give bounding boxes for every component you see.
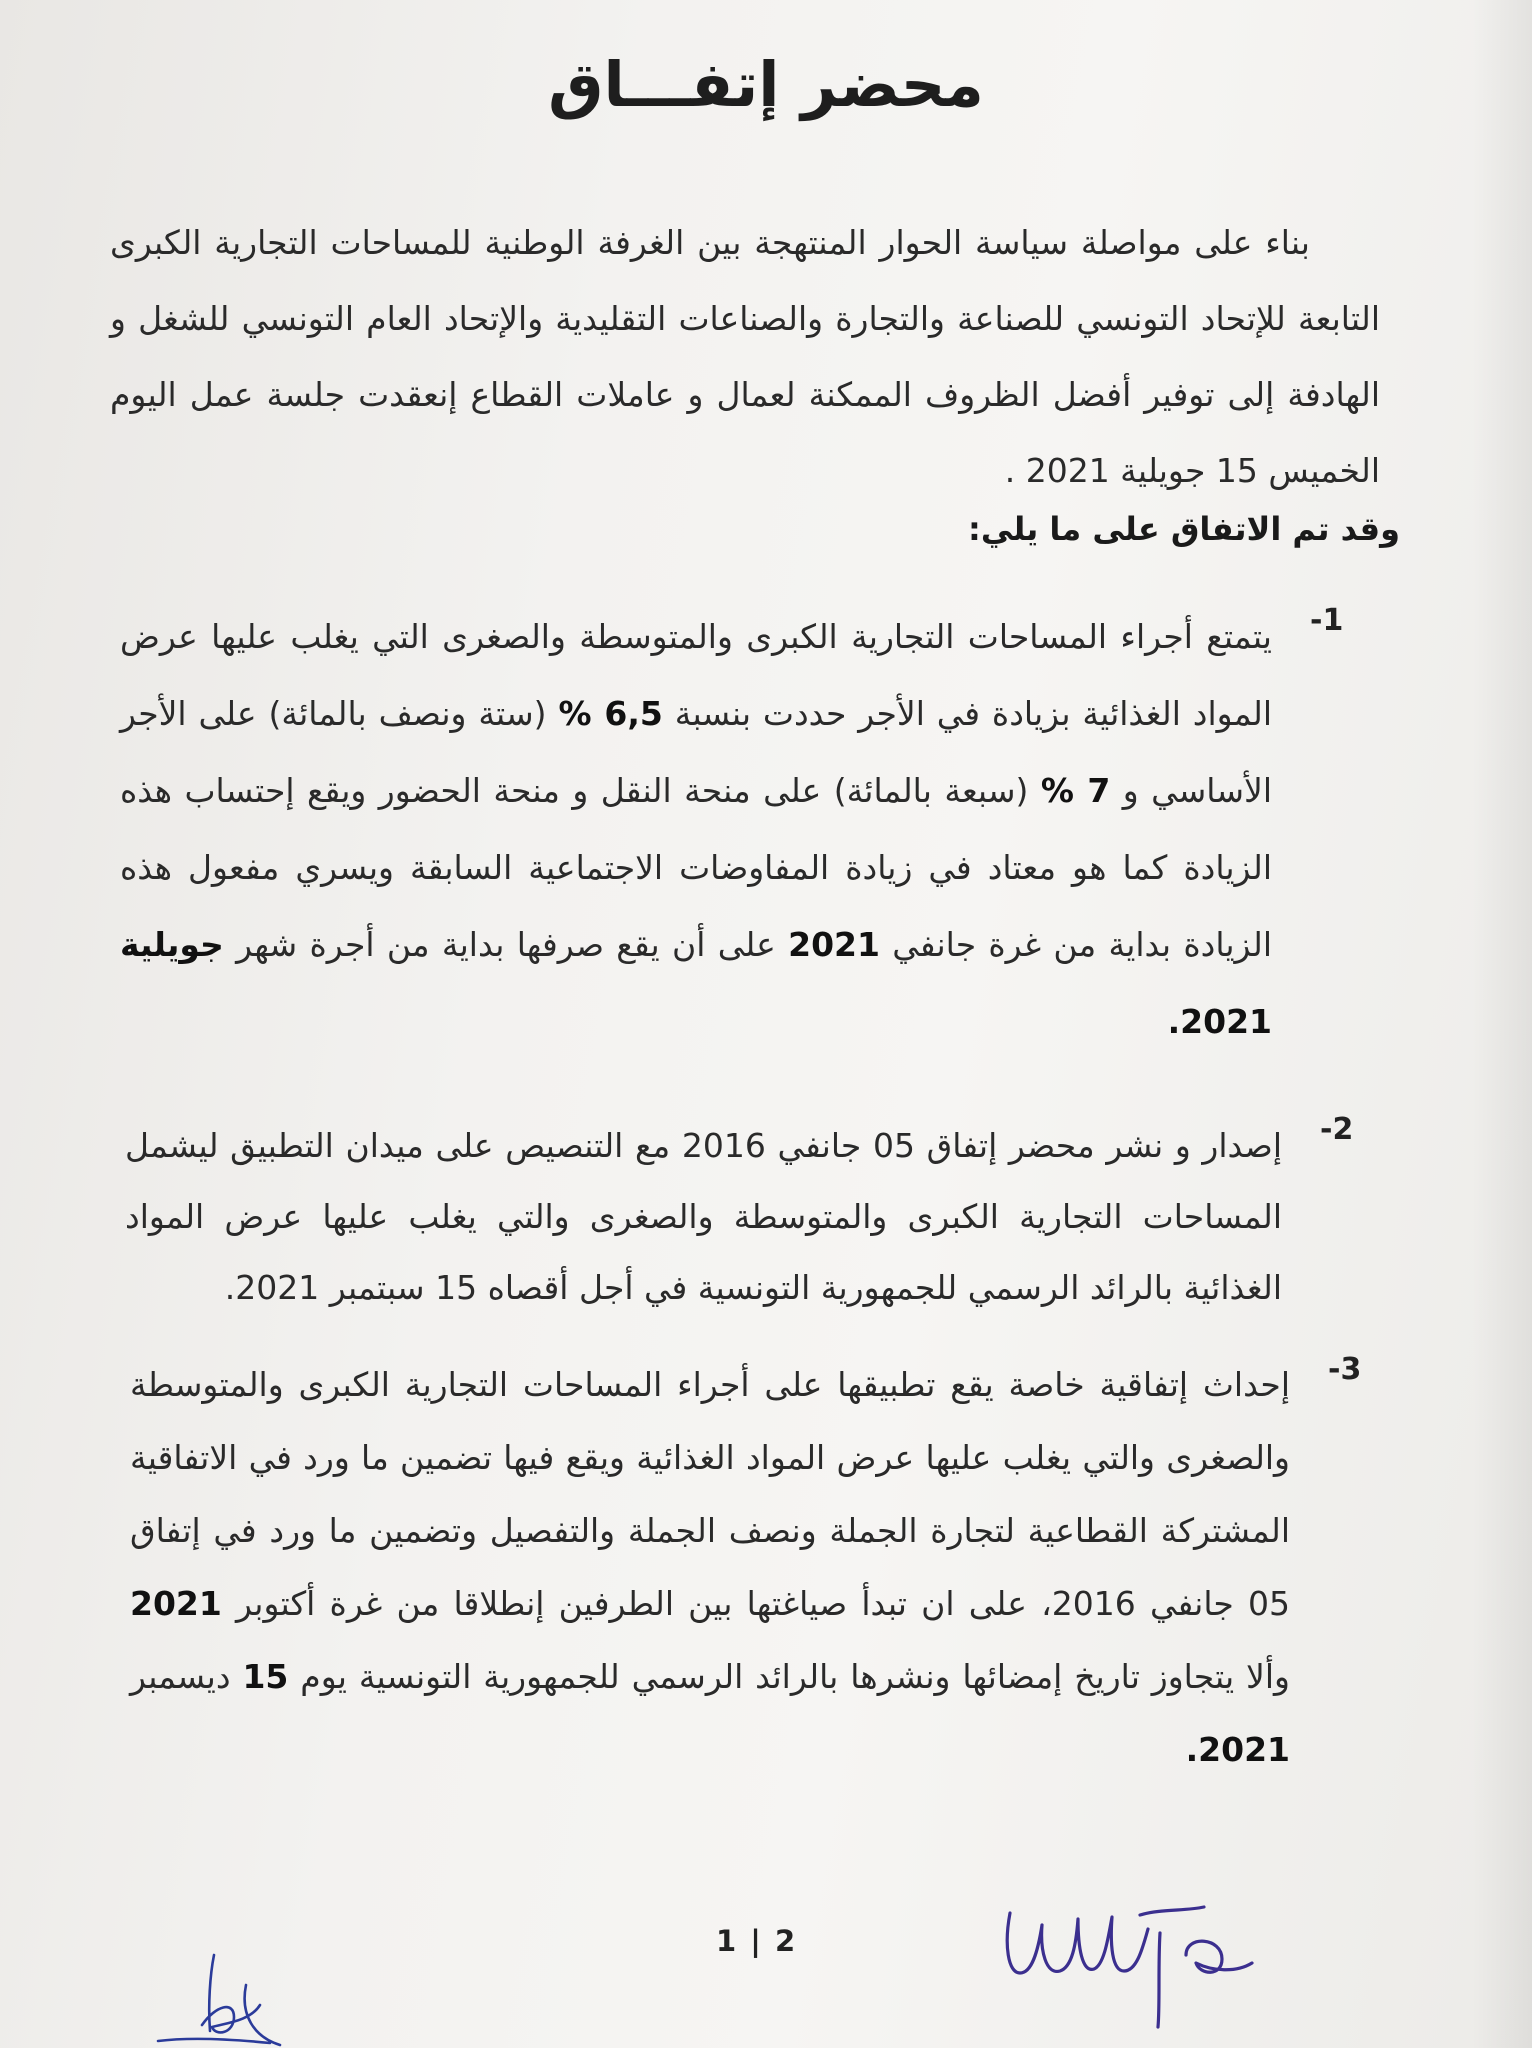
item-text-bold: جويلية 2021.: [120, 925, 1272, 1041]
agreement-item-1: [120, 598, 1272, 1060]
item-text-bold: 2021: [130, 1584, 222, 1623]
item-text-bold: 2021: [788, 925, 880, 964]
item-text: (سبعة بالمائة) على منحة النقل و منحة الحضور ويقع إحتساب هذه الزيادة كما هو معتاد في زيادة المفاوضات الاجتماعية السابقة ويسري مفعول هذه الزيادة بداية من غرة جانفي: [120, 771, 1272, 964]
item-text-bold: 6,5 %: [558, 694, 663, 733]
document-title: محضر إتفـــاق: [548, 48, 984, 121]
agreement-item-3: [130, 1348, 1290, 1786]
item-number: -2: [1320, 1112, 1354, 1147]
signature-stroke: [1007, 1907, 1252, 2027]
item-text: ديسمبر: [130, 1657, 243, 1696]
item-text-bold: 7 %: [1040, 771, 1111, 810]
item-number: -1: [1310, 603, 1344, 638]
item-text: يتمتع أجراء المساحات التجارية الكبرى والمتوسطة والصغرى التي يغلب عليها عرض المواد الغذائية بزيادة في الأجر حددت بنسبة: [120, 617, 1273, 733]
signature-left: [150, 1945, 300, 2048]
item-text: على أن يقع صرفها بداية من أجرة شهر: [223, 925, 789, 964]
item-text: إحداث إتفاقية خاصة يقع تطبيقها على أجراء المساحات التجارية الكبرى والمتوسطة والصغرى والتي يغلب عليها عرض المواد الغذائية ويقع فيها تضمين ما ورد في الاتفاقية المشتركة القطاعية لتجارة الجملة ونصف الجملة والتفصيل وتضمين ما ورد في إتفاق 05 جانفي 2016، على ان تبدأ صياغتها بين الطرفين إنطلاقا من غرة أكتوبر: [130, 1365, 1290, 1623]
item-text: (ستة ونصف بالمائة) على الأجر الأساسي و: [120, 694, 1272, 810]
intro-paragraph: بناء على مواصلة سياسة الحوار المنتهجة بين الغرفة الوطنية للمساحات التجارية الكبرى التابعة للإتحاد التونسي للصناعة والتجارة والصناعات التقليدية والإتحاد العام التونسي للشغل و الهادفة إلى توفير أفضل الظروف الممكنة لعمال و عاملات القطاع إنعقدت جلسة عمل اليوم الخميس 15 جويلية 2021 .: [110, 223, 1380, 490]
agreement-item-2: إصدار و نشر محضر إتفاق 05 جانفي 2016 مع التنصيص على ميدان التطبيق ليشمل المساحات التجارية الكبرى والمتوسطة والصغرى والتي يغلب عليها عرض المواد الغذائية بالرائد الرسمي للجمهورية التونسية في أجل أقصاه 15 سبتمبر 2021.: [125, 1126, 1282, 1307]
item-text-bold: 2021.: [1185, 1730, 1290, 1769]
signature-right: [990, 1855, 1280, 2035]
agreement-heading: وقد تم الاتفاق على ما يلي:: [968, 510, 1400, 548]
page-number: 1 | 2: [716, 1924, 798, 1958]
item-number: -3: [1328, 1352, 1362, 1387]
item-text: وألا يتجاوز تاريخ إمضائها ونشرها بالرائد الرسمي للجمهورية التونسية يوم: [288, 1657, 1290, 1696]
signature-stroke: [158, 1955, 280, 2045]
item-text-bold: 15: [242, 1657, 289, 1696]
